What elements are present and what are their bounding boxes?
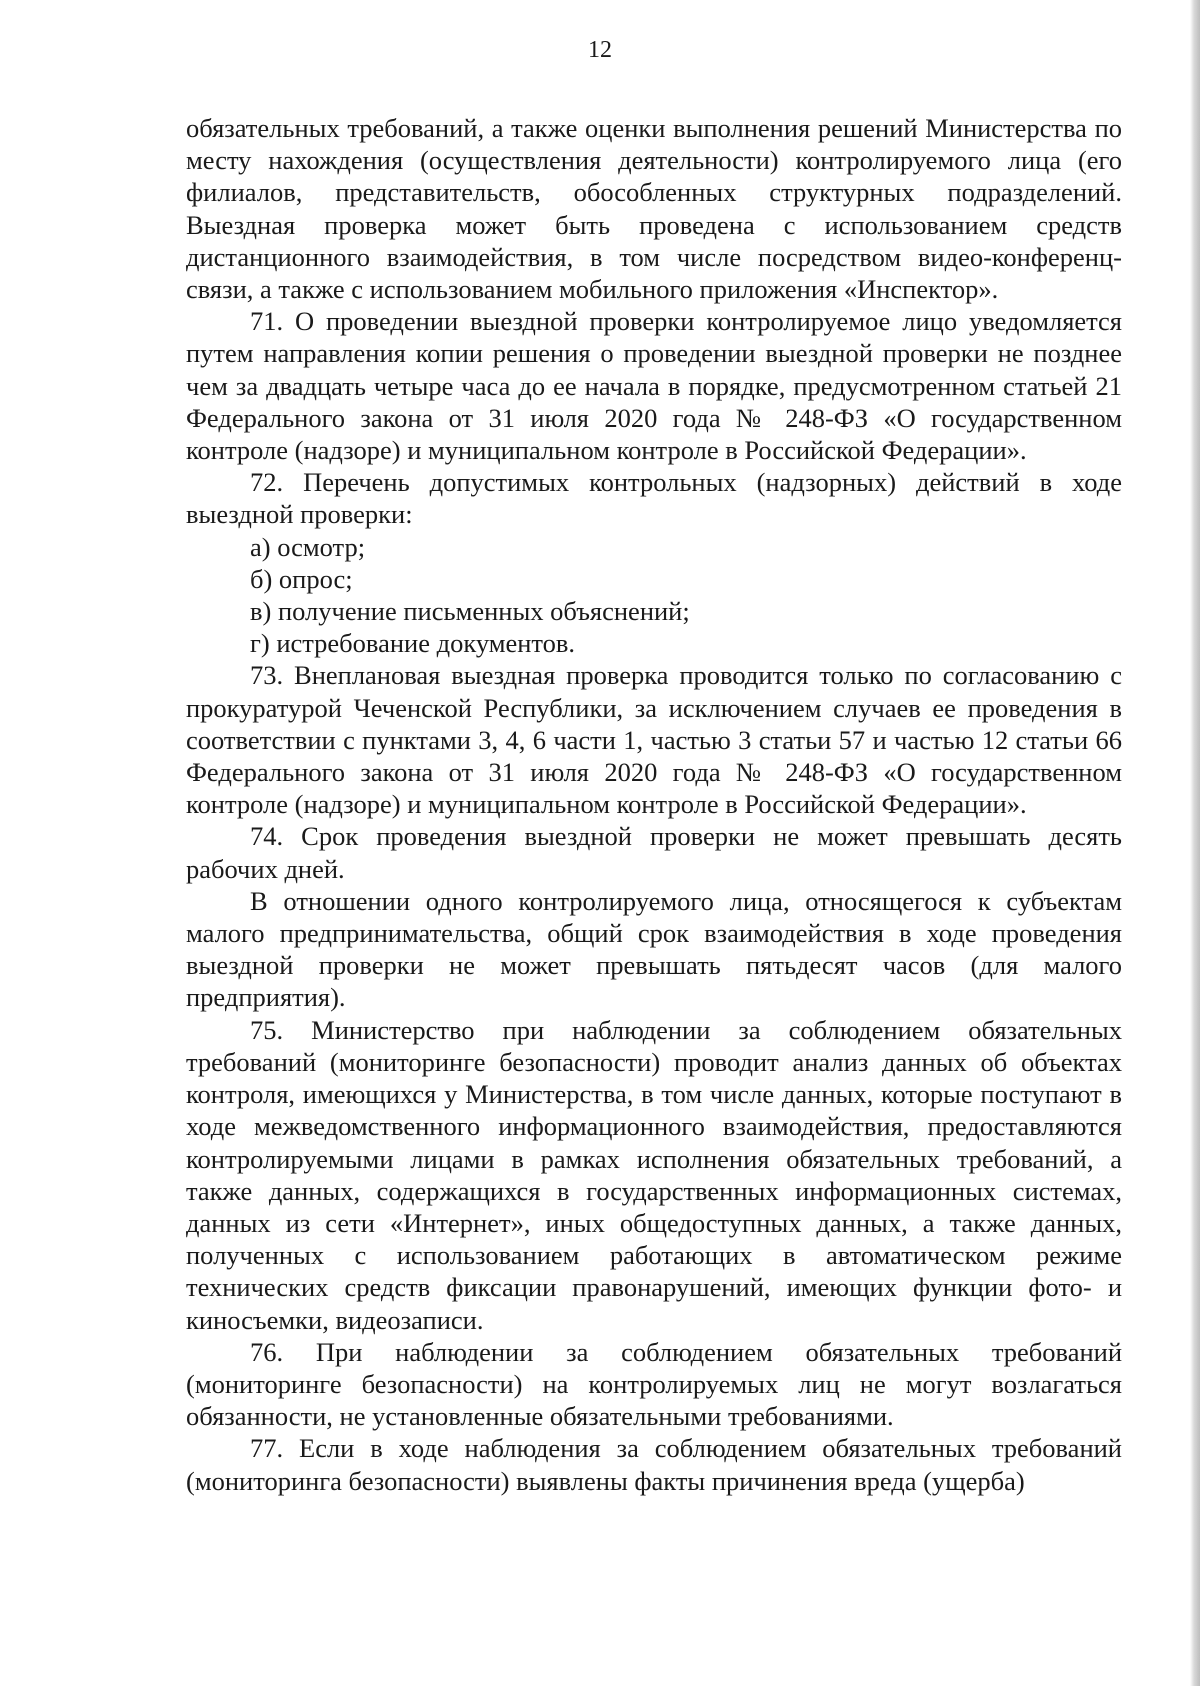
paragraph-75: 75. Министерство при наблюдении за соблюдением обязательных требований (мониторинге безопасности) проводит анализ данных об объектах контроля, имеющихся у Министерства, в том числе данных, которые поступают в ходе межведомственного информационного взаимодействия, предоставляются контролируемыми лицами в рамках исполнения обязательных требований, а также данных, содержащихся в государственных информационных системах, данных из сети «Интернет», иных общедоступных данных, а также данных, полученных с использованием работающих в автоматическом режиме технических средств фиксации правонарушений, имеющих функции фото- и киносъемки, видеозаписи.	[186, 1014, 1122, 1335]
list-item-g: г) истребование документов.	[250, 628, 576, 659]
list-item-a: а) осмотр;	[250, 531, 366, 562]
paragraph-76: 76. При наблюдении за соблюдением обязательных требований (мониторинге безопасности) на контролируемых лиц не могут возлагаться обязанности, не установленные обязательными требованиями.	[186, 1336, 1122, 1432]
paragraph-72: 72. Перечень допустимых контрольных (надзорных) действий в ходе выездной проверки:	[186, 467, 1122, 530]
page-number: 12	[588, 37, 612, 63]
scan-edge-shadow	[1190, 0, 1200, 1686]
paragraph-74-continued: В отношении одного контролируемого лица, относящегося к субъектам малого предпринимательства, общий срок взаимодействия в ходе проведения выездной проверки не может превышать пятьдесят часов (для малого предприятия).	[186, 885, 1122, 1013]
list-item-v: в) получение письменных объяснений;	[250, 596, 690, 627]
list-item-b: б) опрос;	[250, 563, 353, 594]
document-body	[186, 112, 1122, 1497]
paragraph-77: 77. Если в ходе наблюдения за соблюдением обязательных требований (мониторинга безопасности) выявлены факты причинения вреда (ущерба)	[186, 1433, 1122, 1496]
paragraph-71: 71. О проведении выездной проверки контролируемое лицо уведомляется путем направления копии решения о проведении выездной проверки не позднее чем за двадцать четыре часа до ее начала в порядке, предусмотренном статьей 21 Федерального закона от 31 июля 2020 года № 248-ФЗ «О государственном контроле (надзоре) и муниципальном контроле в Российской Федерации».	[186, 306, 1122, 466]
paragraph-73: 73. Внеплановая выездная проверка проводится только по согласованию с прокуратурой Чеченской Республики, за исключением случаев ее проведения в соответствии с пунктами 3, 4, 6 части 1, частью 3 статьи 57 и частью 12 статьи 66 Федерального закона от 31 июля 2020 года № 248-ФЗ «О государственном контроле (надзоре) и муниципальном контроле в Российской Федерации».	[186, 660, 1122, 820]
paragraph-continuation: обязательных требований, а также оценки выполнения решений Министерства по месту нахождения (осуществления деятельности) контролируемого лица (его филиалов, представительств, обособленных структурных подразделений. Выездная проверка может быть проведена с использованием средств дистанционного взаимодействия, в том числе посредством видео-конференц-связи, а также с использованием мобильного приложения «Инспектор».	[186, 113, 1122, 305]
paragraph-74: 74. Срок проведения выездной проверки не может превышать десять рабочих дней.	[186, 821, 1122, 884]
